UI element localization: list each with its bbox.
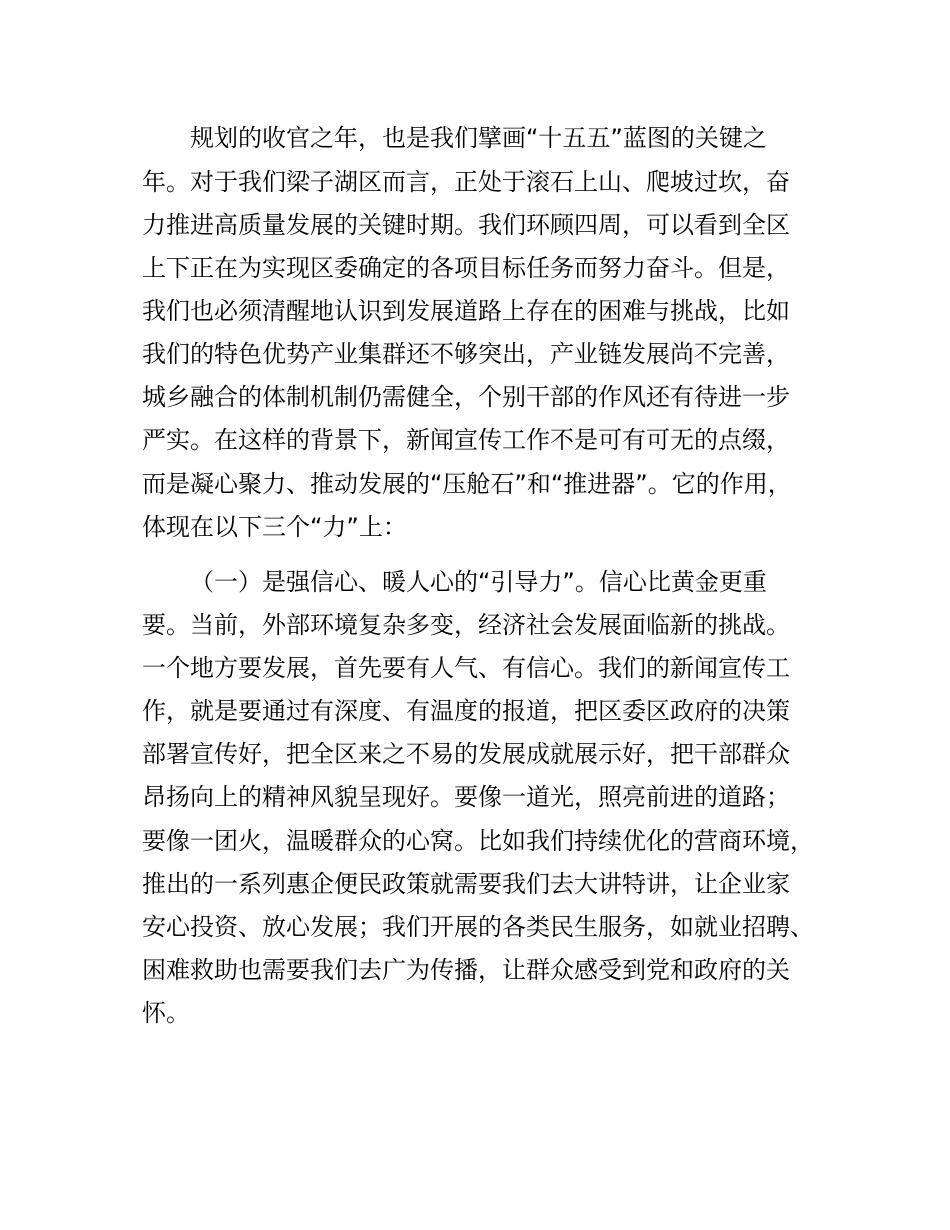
paragraph-line: 一个地方要发展，首先要有人气、有信心。我们的新闻宣传工 (142, 654, 790, 682)
paragraph-line: 规划的收官之年，也是我们擘画“十五五”蓝图的关键之 (190, 124, 767, 152)
paragraph-line: 要像一团火，温暖群众的心窝。比如我们持续优化的营商环境， (142, 827, 814, 855)
paragraph-line: 怀。 (142, 999, 190, 1027)
paragraph-line: 年。对于我们梁子湖区而言，正处于滚石上山、爬坡过坎，奋 (142, 168, 790, 196)
paragraph-line: 安心投资、放心发展；我们开展的各类民生服务，如就业招聘、 (142, 913, 814, 941)
paragraph-line: （一）是强信心、暖人心的“引导力”。信心比黄金更重 (190, 568, 767, 596)
paragraph-line: 严实。在这样的背景下，新闻宣传工作不是可有可无的点缀， (142, 426, 790, 454)
paragraph-line: 体现在以下三个“力”上： (142, 513, 407, 541)
paragraph-line: 我们也必须清醒地认识到发展道路上存在的困难与挑战，比如 (142, 297, 790, 325)
paragraph-line: 要。当前，外部环境复杂多变，经济社会发展面临新的挑战。 (142, 611, 790, 639)
paragraph-line: 昂扬向上的精神风貌呈现好。要像一道光，照亮前进的道路； (142, 783, 790, 811)
paragraph-line: 上下正在为实现区委确定的各项目标任务而努力奋斗。但是， (142, 254, 790, 282)
paragraph-line: 我们的特色优势产业集群还不够突出，产业链发展尚不完善， (142, 340, 790, 368)
paragraph-line: 力推进高质量发展的关键时期。我们环顾四周，可以看到全区 (142, 211, 790, 239)
paragraph-line: 作，就是要通过有深度、有温度的报道，把区委区政府的决策 (142, 697, 790, 725)
paragraph-line: 部署宣传好，把全区来之不易的发展成就展示好，把干部群众 (142, 740, 790, 768)
paragraph-line: 而是凝心聚力、推动发展的“压舱石”和“推进器”。它的作用， (142, 470, 792, 498)
paragraph-line: 困难救助也需要我们去广为传播，让群众感受到党和政府的关 (142, 956, 790, 984)
paragraph-line: 城乡融合的体制机制仍需健全，个别干部的作风还有待进一步 (142, 383, 790, 411)
paragraph-line: 推出的一系列惠企便民政策就需要我们去大讲特讲，让企业家 (142, 870, 790, 898)
